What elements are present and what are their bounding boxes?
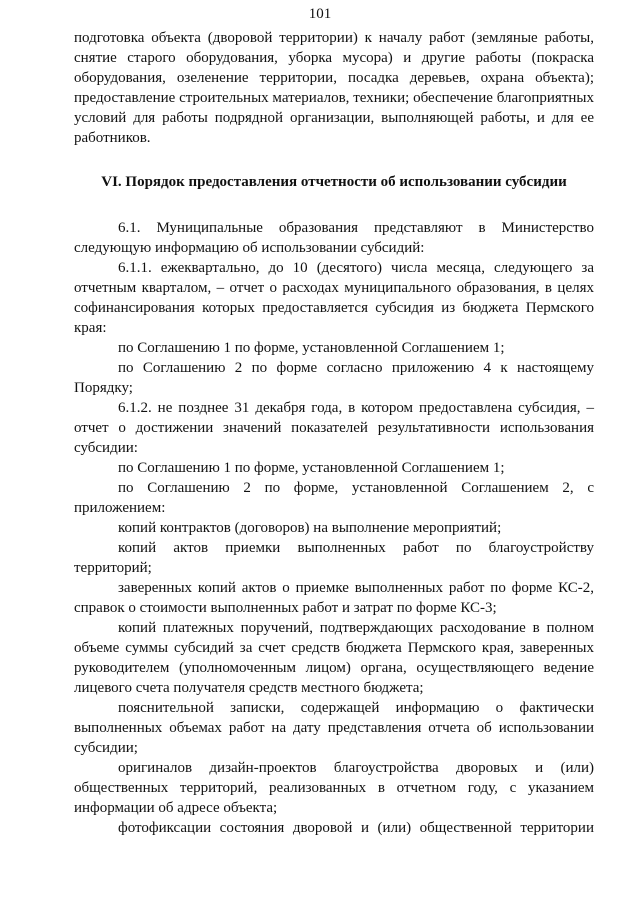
paragraph-photo-fixation: фотофиксации состояния дворовой и (или) общественной территории [118,820,594,836]
paragraph-agreement-1-quarterly: по Соглашению 1 по форме, установленной Соглашением 1; [118,340,505,356]
paragraph-ks2-ks3: заверенных копий актов о приемке выполненных работ по форме КС-2, справок о стоимости выполненных работ и затрат по форме КС-3; [74,580,594,616]
document-body [74,28,594,838]
paragraph-6-1-2: 6.1.2. не позднее 31 декабря года, в котором предоставлена субсидия, – отчет о достижении значений показателей результативности использования субсидии: [74,400,594,456]
paragraph-agreement-1-annual: по Соглашению 1 по форме, установленной Соглашением 1; [118,460,505,476]
paragraph-agreement-2-annual: по Соглашению 2 по форме, установленной Соглашением 2, с приложением: [74,480,594,516]
paragraph-6-1: 6.1. Муниципальные образования представляют в Министерство следующую информацию об использовании субсидий: [74,220,594,256]
paragraph-contract-copies: копий контрактов (договоров) на выполнение мероприятий; [118,520,502,536]
section-heading: VI. Порядок предоставления отчетности об использовании субсидии [101,174,567,190]
paragraph-payment-orders: копий платежных поручений, подтверждающих расходование в полном объеме суммы субсидий за счет средств бюджета Пермского края, заверенных руководителем (уполномоченным лицом) органа, осуществляющего ведение лицевого счета получателя средств местного бюджета; [74,620,594,696]
top-paragraph: подготовка объекта (дворовой территории) к началу работ (земляные работы, снятие старого оборудования, уборка мусора) и другие работы (покраска оборудования, озеленение территории, посадка деревьев, охрана объекта); предоставление строительных материалов, техники; обеспечение благоприятных условий для работы подрядной организации, выполняющей работы, и для ее работников. [74,30,594,146]
paragraph-6-1-1: 6.1.1. ежеквартально, до 10 (десятого) числа месяца, следующего за отчетным кварталом, – отчет о расходах муниципального образования, в целях софинансирования которых предоставляется субсидия из бюджета Пермского края: [74,260,594,336]
paragraph-explanatory-note: пояснительной записки, содержащей информацию о фактически выполненных объемах работ на дату представления отчета об использовании субсидии; [74,700,594,756]
paragraph-agreement-2-quarterly: по Соглашению 2 по форме согласно приложению 4 к настоящему Порядку; [74,360,594,396]
paragraph-design-projects: оригиналов дизайн-проектов благоустройства дворовых и (или) общественных территорий, реализованных в отчетном году, с указанием информации об адресе объекта; [74,760,594,816]
page-number: 101 [308,6,332,22]
paragraph-acceptance-acts: копий актов приемки выполненных работ по благоустройству территорий; [74,540,594,576]
